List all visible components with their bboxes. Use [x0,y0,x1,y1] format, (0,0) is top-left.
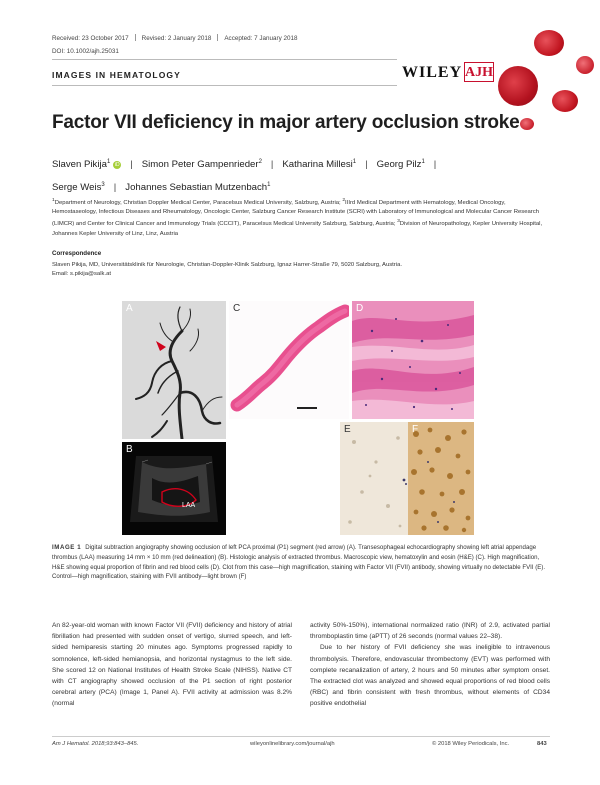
figure-panel-d [352,301,474,419]
footer-rule [52,736,550,737]
footer-copyright: © 2018 Wiley Periodicals, Inc. [432,741,510,747]
angiography-image [122,301,226,439]
figure-panel-c [229,301,349,419]
echocardiography-image [122,442,226,535]
section-heading: IMAGES IN HEMATOLOGY [52,70,181,80]
orcid-icon[interactable]: iD [114,162,120,169]
fvii-control-stain-image [408,422,474,535]
author-list [52,152,552,198]
he-macroscopic-image [229,301,349,419]
correspondence-address: Slaven Pikija, MD, Universitätsklinik für Neurologie, Christian-Doppler-Klinik Salzburg, Ignaz Harrer-Straße 79, 5020 Salzburg, Austria. [52,262,402,268]
author[interactable]: Serge Weis$^3$ [52,182,105,194]
author-separator: | [365,159,368,171]
author-separator: | [270,159,274,171]
figure-panel-b [122,442,226,535]
journal-logo: AJH [464,62,494,82]
panel-label: A [126,303,133,314]
divider [217,34,218,41]
correspondence-heading: Correspondence [52,250,102,257]
publisher-logo: WILEY [402,64,463,81]
body-column-left [52,620,292,710]
figure-caption [52,543,550,582]
body-column-right [310,620,550,710]
body-paragraph: Due to her history of FVII deficiency she was ineligible to intravenous thrombolysis. Therefore, endovascular thrombectomy (EVT) was performed with complete recanalization of artery, 2 hours and 50 minutes after symptom onset. The extracted clot was analyzed and showed equal proportions of red blood cells (RBC) and fibrin consistent with fresh thrombus, without elements of CD34 positive endothelial [310,644,550,708]
fvii-control-panel [408,422,474,535]
author[interactable]: Georg Pilz$^1$ [376,159,425,171]
correspondence-email[interactable]: Email: s.pikija@salk.at [52,271,112,277]
accepted-date: Accepted: 7 January 2018 [224,35,298,42]
author[interactable]: Johannes Sebastian Mutzenbach$^1$ [125,182,271,194]
blood-cell [552,90,578,112]
panel-label: D [356,303,364,314]
body-paragraph: An 82-year-old woman with known Factor VII (FVII) deficiency and history of atrial fibrillation had presented with sudden onset of vertigo, slurred speech, and left-sided hemiparesis starting 20 minutes ago. Symptoms progressed rapidly to somnolence, left-sided hemianopsia, and horizontal nystagmus to the left side. She scored 12 on National Institutes of Health Stroke Scale (NIHSS). Native CT with CT angiography showed occlusion of the P1 section of right posterior cerebral artery (PCA) (Image 1, Panel A). FVII activity at admission was 8.2% (normal [52,622,292,708]
page-number: 843 [537,741,547,747]
divider [135,34,136,41]
author[interactable]: Katharina Millesi$^1$ [282,159,357,171]
caption-text: Digital subtraction angiography showing occlusion of left PCA proximal (P1) segment (red arrow) (A). Transesophageal echocardiography showing left atrial appendage thrombus (LAA) measuring 14 mm × 10 mm (red delineation) (B). Histologic analysis of extracted thrombus. Macroscopic view, hematoxylin and eosin (H&E) (C). High magnification, H&E showing equal proportion of fibrin and red blood cells (D). Clot from this case—high magnification, staining with Factor VII (FVII) antibody, showing virtually no detectable FVII (E). Control—high magnification, staining with FVII antibody—light brown (F) [52,544,546,581]
author-separator: | [113,182,117,194]
panel-label: B [126,444,133,455]
blood-cell [498,66,538,106]
divider [52,59,397,60]
author[interactable]: Slaven Pikija$^1$iD [52,159,120,171]
panel-label: E [344,424,351,435]
footer-citation: Am J Hematol. 2018;93:843–845. [52,741,139,747]
he-high-magnification-image [352,301,474,419]
author-separator: | [433,159,437,171]
received-date: Received: 23 October 2017 [52,35,129,42]
caption-label: IMAGE 1 [52,544,82,551]
author-separator: | [130,159,133,171]
blood-cell [576,56,594,74]
divider [52,85,397,86]
body-paragraph: activity 50%-150%), international normalized ratio (INR) of 2.9, activated partial thromboplastin time (aPTT) of 26 seconds (normal values 22–38). [310,622,550,641]
author[interactable]: Simon Peter Gampenrieder$^2$ [141,159,262,171]
panel-label: C [233,303,241,314]
figure-panel-a [122,301,226,439]
affiliations [52,196,550,239]
article-title: Factor VII deficiency in major artery occlusion stroke [52,112,520,133]
laa-label: LAA [182,502,196,509]
panel-label: F [412,424,419,435]
footer-url[interactable]: wileyonlinelibrary.com/journal/ajh [250,741,335,747]
doi[interactable]: DOI: 10.1002/ajh.25031 [52,48,119,55]
revised-date: Revised: 2 January 2018 [141,35,212,42]
blood-cell [534,30,564,56]
correspondence [52,261,402,279]
blood-cell [520,118,534,130]
affiliation: $^1$Department of Neurology, Christian Doppler Medical Center, Paracelsus Medical University, Salzburg, Austria; $^2$IIIrd Medical Department with Hematology, Medical Oncology, Hemostaseology, Infectious Diseases and Rheumatology, Oncologic Center, Salzburg Cancer Research Institute (SCRI) with Laboratory of Immunological and Molecular Cancer Research (LIMCR) and Center for Clinical Cancer and Immunology Trials (CCCIT), Paracelsus Medical University Salzburg, Salzburg, Austria; $^3$Division of Neuropathology, Kepler University Hospital, Johannes Kepler University of Linz, Linz, Austria [52,198,543,237]
received-dates [52,34,298,42]
